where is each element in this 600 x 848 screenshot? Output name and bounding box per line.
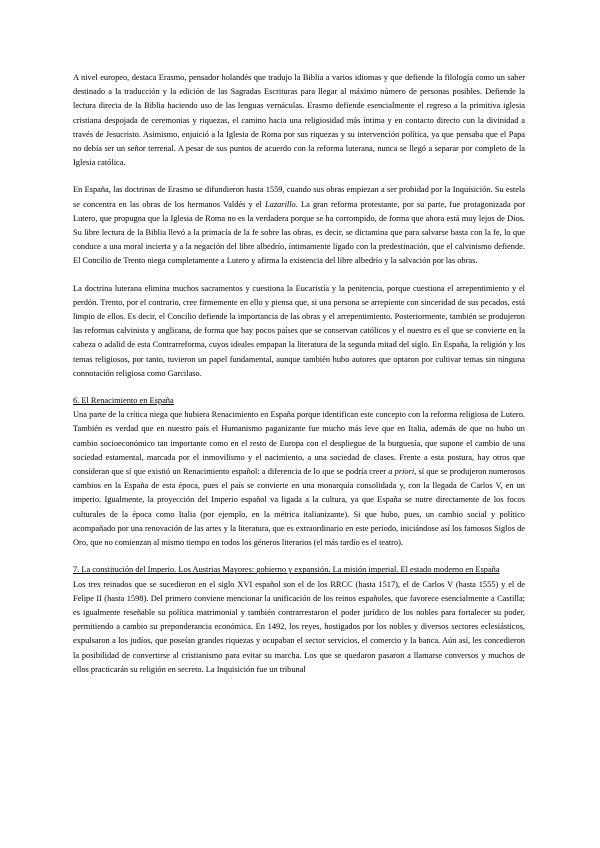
paragraph-renacimiento [73,408,525,550]
paragraph-text: . La gran reforma protestante, por su parte, fue protagonizada por Lutero, que propugna que la Iglesia de Roma no es la verdadera porque se ha corrompido, de forma que ahora está muy lejos de Dios. Su libre lectura de la Biblia llevó a la primacía de la fe sobre las obras, es decir, se dictamina que para salvarse basta con la fe, lo que conduce a una moral incierta y a la negación del libre albedrío, íntimamente ligado con la predestinación, que el calvinismo defiende. El Concilio de Trento niega completamente a Lutero y afirma la existencia del libre albedrío y la salvación por las obras. [73,199,525,266]
paragraph-espana-erasmo [73,183,525,268]
italic-term-a-priori: a priori [388,467,415,477]
section-heading-renacimiento: 6. El Renacimiento en España [73,396,174,406]
paragraph-imperio: Los tres reinados que se sucedieron en el siglo XVI español son el de los RRCC (hasta 1517), el de Carlos V (hasta 1555) y el de Felipe II (hasta 1598). Del primero conviene mencionar la unificación de los reinos españoles, que favorece esencialmente a Castilla; es igualmente reseñable su política matrimonial y también contrarrestaron el poder jurídico de los nobles para fortalecer su poder, permitiendo a cambio su preponderancia económica. En 1492, los reyes, hostigados por los nobles y diversos sectores eclesiásticos, expulsaron a los judíos, que poseían grandes riquezas y ocupaban el sector servicios, el comercio y la banca. Aún así, les concedieron la posibilidad de convertirse al cristianismo para evitar su marcha. Los que se quedaron pasaron a llamarse conversos y muchos de ellos practicarán su religión en secreto. La Inquisición fue un tribunal [73,579,525,674]
paragraph-text: , sí que se produjeron numerosos cambios en la España de esta época, pues el país se convierte en una monarquía consolidada y, con la llegada de Carlos V, en un imperio. Igualmente, la proyección del Imperio español va ligada a la cultura, ya que España se nutre directamente de los focos culturales de la época como Italia (por ejemplo, en la métrica italianizante). Si que hubo, pues, un cambio social y político acompañado por una renovación de las artes y la literatura, que es extraordinario en este periodo, iniciándose así los famosos Siglos de Oro, que no comienzan al mismo tiempo en todos los géneros literarios (el más tardío es el teatro). [73,467,525,548]
section-heading-imperio: 7. La constitución del Imperio. Los Austrias Mayores: gobierno y expansión. La misión imperial. El estado moderno en España [73,565,500,575]
paragraph-text: En España, las doctrinas de Erasmo se difundieron hasta 1559, cuando sus obras empiezan a ser probidad por la Inquisición. Su estela se concentra en las obras de los hermanos Valdés y el [73,185,525,209]
italic-title-lazarillo: Lazarillo [265,199,296,209]
document-body [73,71,525,690]
paragraph-text: Una parte de la crítica niega que hubiera Renacimiento en España porque identifican este concepto con la reforma religiosa de Lutero. También es verdad que en nuestro país el Humanismo paganizante fue mucho más leve que en Italia, además de que no hubo un cambio socioeconómico tan importante como en el resto de Europa con el despliegue de la burguesía, que supone el cambio de una sociedad estamental, marcada por el inmovilismo y el nacimiento, a una sociedad de clases. Frente a esta postura, hay otros que consideran que sí que existió un Renacimiento español: a diferencia de lo que se podría creer [73,410,525,477]
paragraph-doctrina-luterana: La doctrina luterana elimina muchos sacramentos y cuestiona la Eucaristía y la penitencia, porque cuestiona el arrepentimiento y el perdón. Trento, por el contrario, cree firmemente en ello y piensa que, si una persona se arrepiente con sinceridad de sus pecados, está limpio de ellos. Es decir, el Concilio defiende la importancia de las obras y el arrepentimiento. Posteriormente, también se produjeron las reformas calvinista y anglicana, de forma que hay pocos países que se conservan católicos y el nuestro es el que se convierte en la cabeza o adalid de esta Contrarreforma, cuyos ideales empapan la literatura de la segunda mitad del siglo. En España, la religión y los temas religiosos, por tanto, tuvieron un papel fundamental, aunque también hubo autores que optaron por cultivar temas sin ninguna connotación religiosa como Garcilaso. [73,283,525,378]
paragraph-erasmo: A nivel europeo, destaca Erasmo, pensador holandés que tradujo la Biblia a varios idiomas y que defiende la filología como un saber destinado a la traducción y la edición de las Sagradas Escrituras para llegar al máximo número de personas posibles. Defiende la lectura directa de la Biblia haciendo uso de las lenguas vernáculas. Erasmo defiende esencialmente el regreso a la primitiva iglesia cristiana despojada de ceremonias y riquezas, el camino hacia una religiosidad más íntima y en contacto directo con la divinidad a través de Jesucristo. Asimismo, enjuició a la Iglesia de Roma por sus riquezas y su intervención política, ya que pensaba que el Papa no debía ser un señor terrenal. A pesar de sus puntos de acuerdo con la reforma luterana, nunca se llegó a separar por completo de la Iglesia católica. [73,73,525,168]
